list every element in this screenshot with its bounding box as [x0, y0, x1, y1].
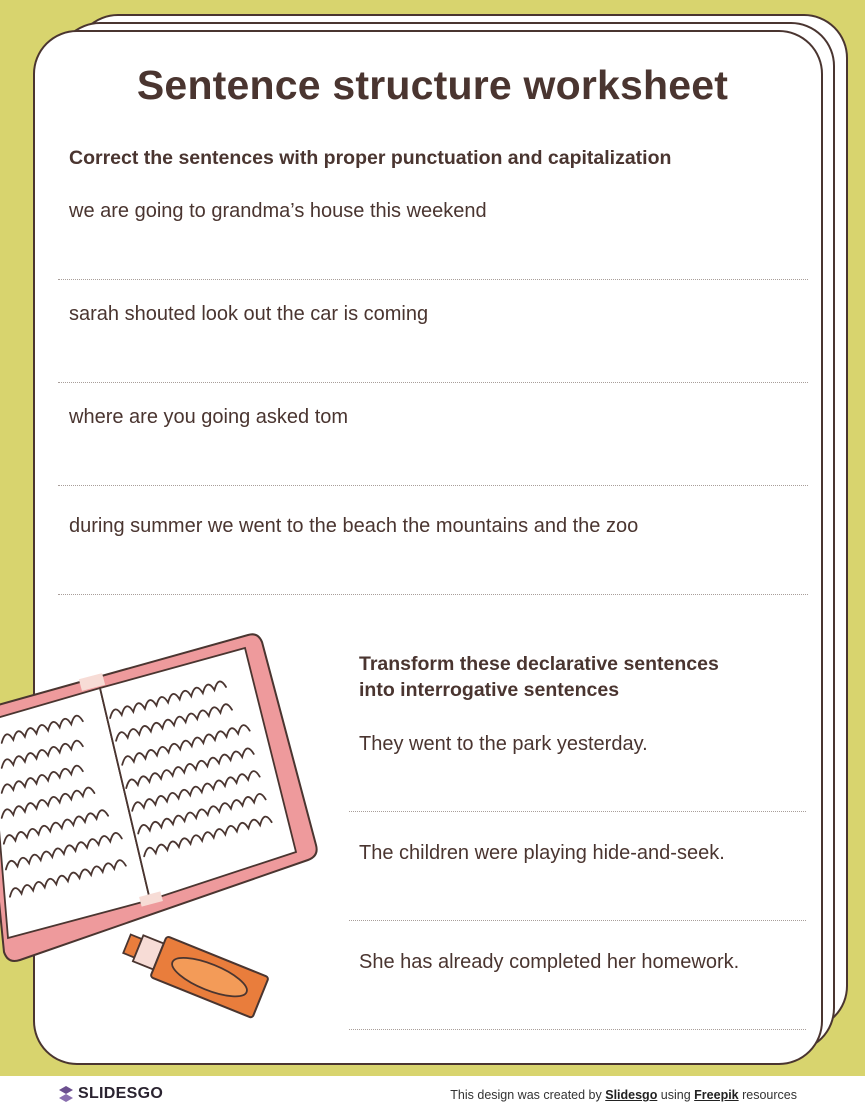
credit-middle: using	[657, 1088, 695, 1102]
slidesgo-logo-icon	[58, 1085, 74, 1103]
sentence-1: we are going to grandma’s house this weekend	[69, 200, 487, 222]
sentence-2: sarah shouted look out the car is coming	[69, 303, 429, 325]
answer-line-3[interactable]	[58, 485, 808, 486]
sentence-4: during summer we went to the beach the mountains and the zoo	[69, 515, 639, 537]
highlighter-icon	[119, 923, 269, 1018]
sentence-6: The children were playing hide-and-seek.	[359, 842, 725, 864]
sentence-3: where are you going asked tom	[69, 406, 349, 428]
answer-line-4[interactable]	[58, 594, 808, 595]
section2-heading-line1: Transform these declarative sentences	[359, 653, 719, 675]
freepik-link[interactable]: Freepik	[694, 1088, 739, 1102]
open-notebook-icon	[0, 634, 317, 961]
credit-prefix: This design was created by	[450, 1088, 606, 1102]
logo-text: SLIDESGO	[78, 1085, 164, 1102]
sentence-7: She has already completed her homework.	[359, 951, 740, 973]
notebook-illustration	[0, 620, 340, 1040]
answer-line-6[interactable]	[349, 920, 806, 921]
answer-line-7[interactable]	[349, 1029, 806, 1030]
slidesgo-link[interactable]: Slidesgo	[605, 1088, 658, 1102]
footer-credit	[450, 1088, 797, 1102]
answer-line-1[interactable]	[58, 279, 808, 280]
slidesgo-logo[interactable]	[58, 1085, 163, 1103]
answer-line-2[interactable]	[58, 382, 808, 383]
credit-suffix: resources	[738, 1088, 797, 1102]
section2-heading-line2: into interrogative sentences	[359, 679, 620, 701]
sentence-5: They went to the park yesterday.	[359, 733, 648, 755]
section1-heading: Correct the sentences with proper punctuation and capitalization	[69, 147, 672, 169]
answer-line-5[interactable]	[349, 811, 806, 812]
section2-heading	[359, 651, 719, 703]
worksheet-title: Sentence structure worksheet	[136, 62, 729, 108]
